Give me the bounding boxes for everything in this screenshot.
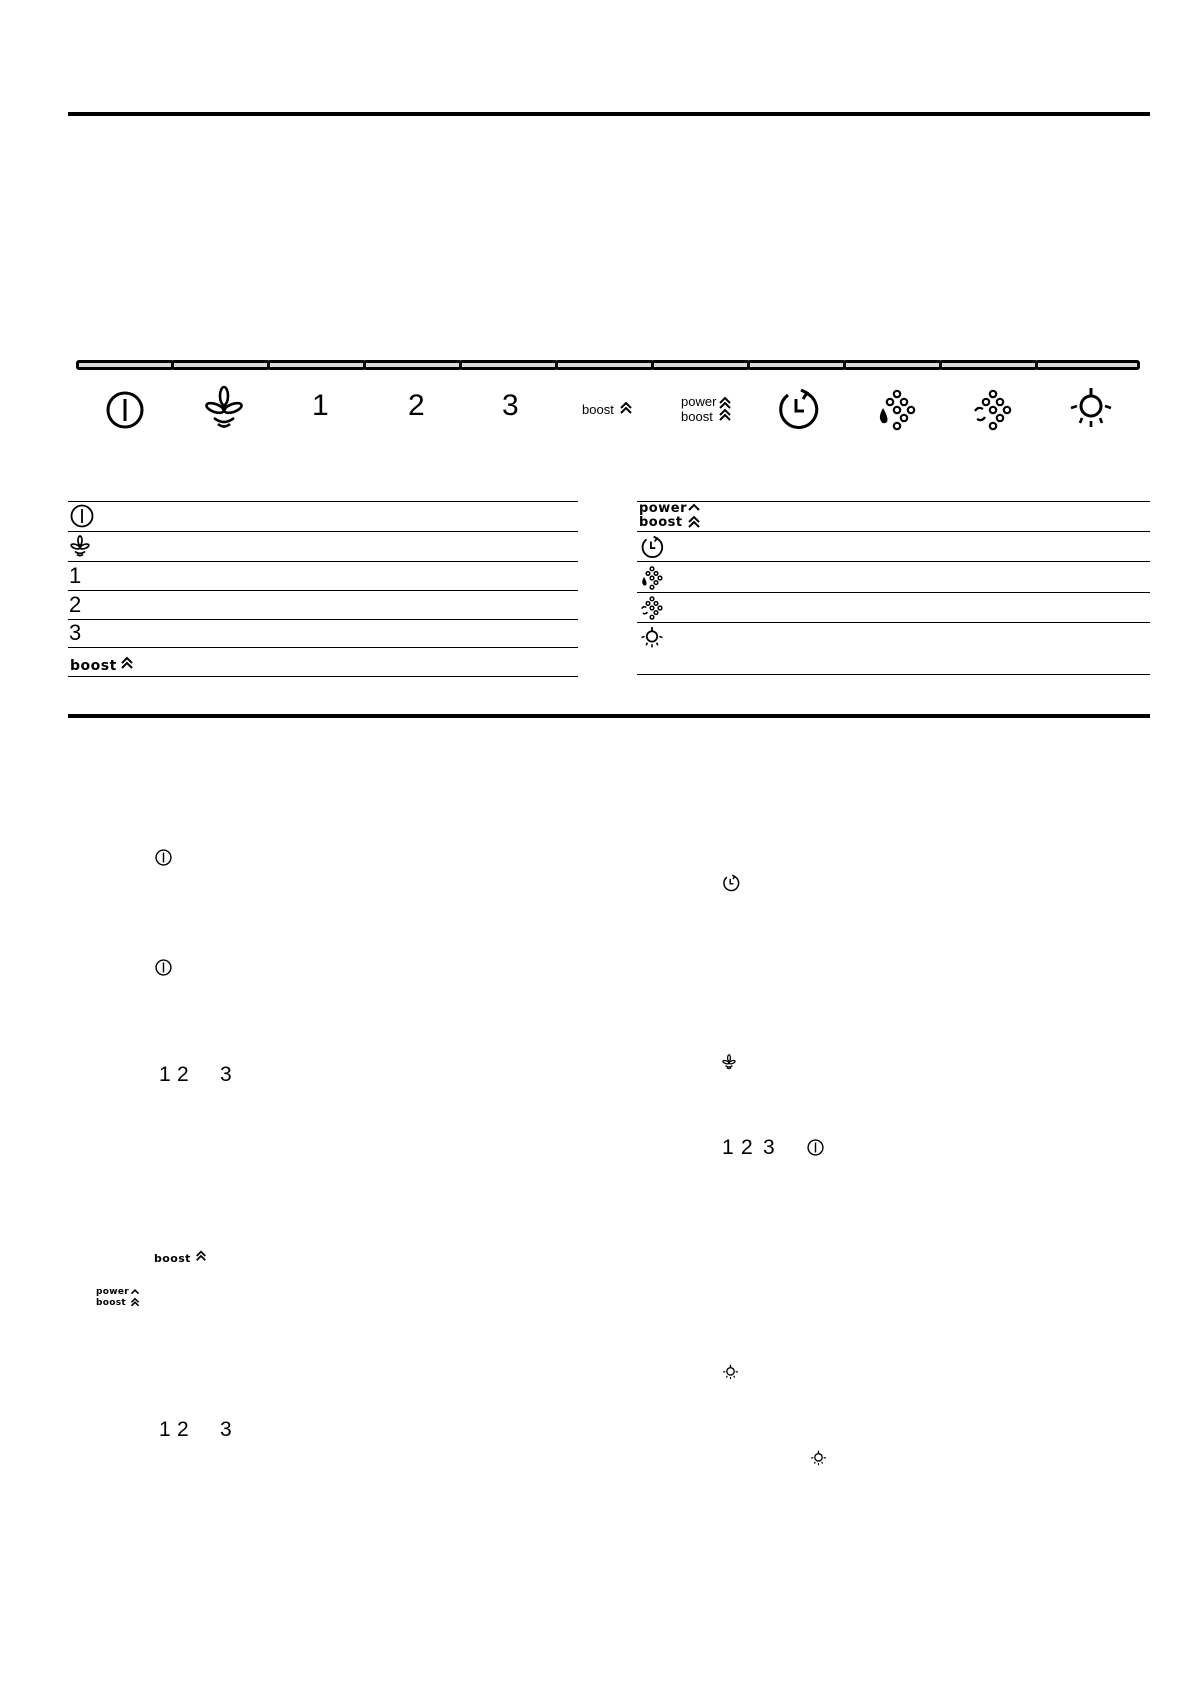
grease-filter-icon <box>640 566 664 590</box>
panel-segment <box>1035 360 1140 370</box>
panel-segment <box>363 360 462 370</box>
power-icon[interactable] <box>106 391 144 429</box>
panel-segment <box>651 360 750 370</box>
legend-divider <box>68 676 578 677</box>
timer-icon <box>722 874 740 892</box>
grease-filter-icon[interactable] <box>876 389 918 431</box>
power-icon <box>807 1139 824 1156</box>
single-chevron-up-icon <box>120 656 134 670</box>
double-chevron-up-icon <box>130 1288 140 1308</box>
legend-divider <box>68 647 578 648</box>
odour-filter-icon[interactable] <box>972 389 1014 431</box>
power-icon <box>70 504 94 528</box>
timer-icon <box>640 535 664 559</box>
inline-boost-label: boost <box>154 1252 191 1265</box>
power-icon <box>155 959 172 976</box>
inline-level-2: 2 <box>741 1136 753 1159</box>
fan-sensor-icon[interactable] <box>204 386 244 432</box>
legend-divider <box>637 531 1150 532</box>
legend-divider <box>637 501 1150 502</box>
inline-level-1: 1 <box>159 1418 171 1441</box>
light-icon <box>640 626 664 650</box>
panel-segment <box>843 360 942 370</box>
single-chevron-up-icon <box>195 1250 207 1262</box>
panel-segment <box>939 360 1038 370</box>
legend-divider <box>68 561 578 562</box>
double-chevron-up-icon <box>718 396 732 422</box>
level-3-button[interactable]: 3 <box>502 389 519 422</box>
legend-divider <box>68 501 578 502</box>
inline-level-2: 2 <box>177 1063 189 1086</box>
power-boost-label-top: power <box>681 394 717 409</box>
level-1-button[interactable]: 1 <box>312 389 329 422</box>
legend-power-boost-top: power <box>639 501 687 516</box>
legend-level-1: 1 <box>69 563 82 588</box>
legend-divider <box>637 592 1150 593</box>
inline-level-3: 3 <box>220 1063 232 1086</box>
panel-segment <box>747 360 846 370</box>
single-chevron-up-icon <box>619 401 633 415</box>
odour-filter-icon <box>640 596 664 620</box>
legend-power-boost-bottom: boost <box>639 515 683 530</box>
top-rule <box>68 112 1150 116</box>
panel-segment <box>459 360 558 370</box>
power-icon <box>155 849 172 866</box>
legend-level-3: 3 <box>69 620 82 645</box>
inline-power-boost-bottom: boost <box>96 1298 126 1308</box>
power-boost-label-bottom: boost <box>681 409 713 424</box>
inline-level-3: 3 <box>220 1418 232 1441</box>
light-icon <box>810 1450 827 1467</box>
inline-level-3: 3 <box>763 1136 775 1159</box>
panel-segment <box>171 360 270 370</box>
legend-divider <box>637 561 1150 562</box>
double-chevron-up-icon <box>687 503 701 529</box>
light-icon[interactable] <box>1068 386 1114 432</box>
section-rule <box>68 714 1150 718</box>
panel-segment <box>267 360 366 370</box>
fan-sensor-icon <box>722 1054 736 1071</box>
legend-divider <box>68 619 578 620</box>
legend-divider <box>68 590 578 591</box>
inline-level-1: 1 <box>159 1063 171 1086</box>
inline-power-boost-top: power <box>96 1287 129 1297</box>
legend-divider <box>637 674 1150 675</box>
inline-level-2: 2 <box>177 1418 189 1441</box>
legend-boost-label: boost <box>70 658 117 674</box>
panel-segment <box>555 360 654 370</box>
legend-divider <box>637 622 1150 623</box>
boost-label: boost <box>582 402 614 417</box>
inline-level-1: 1 <box>722 1136 734 1159</box>
panel-segment <box>76 360 174 370</box>
timer-icon[interactable] <box>776 387 820 431</box>
light-icon <box>722 1364 739 1381</box>
fan-sensor-icon <box>70 535 90 559</box>
legend-level-2: 2 <box>69 592 82 617</box>
legend-divider <box>68 531 578 532</box>
level-2-button[interactable]: 2 <box>408 389 425 422</box>
